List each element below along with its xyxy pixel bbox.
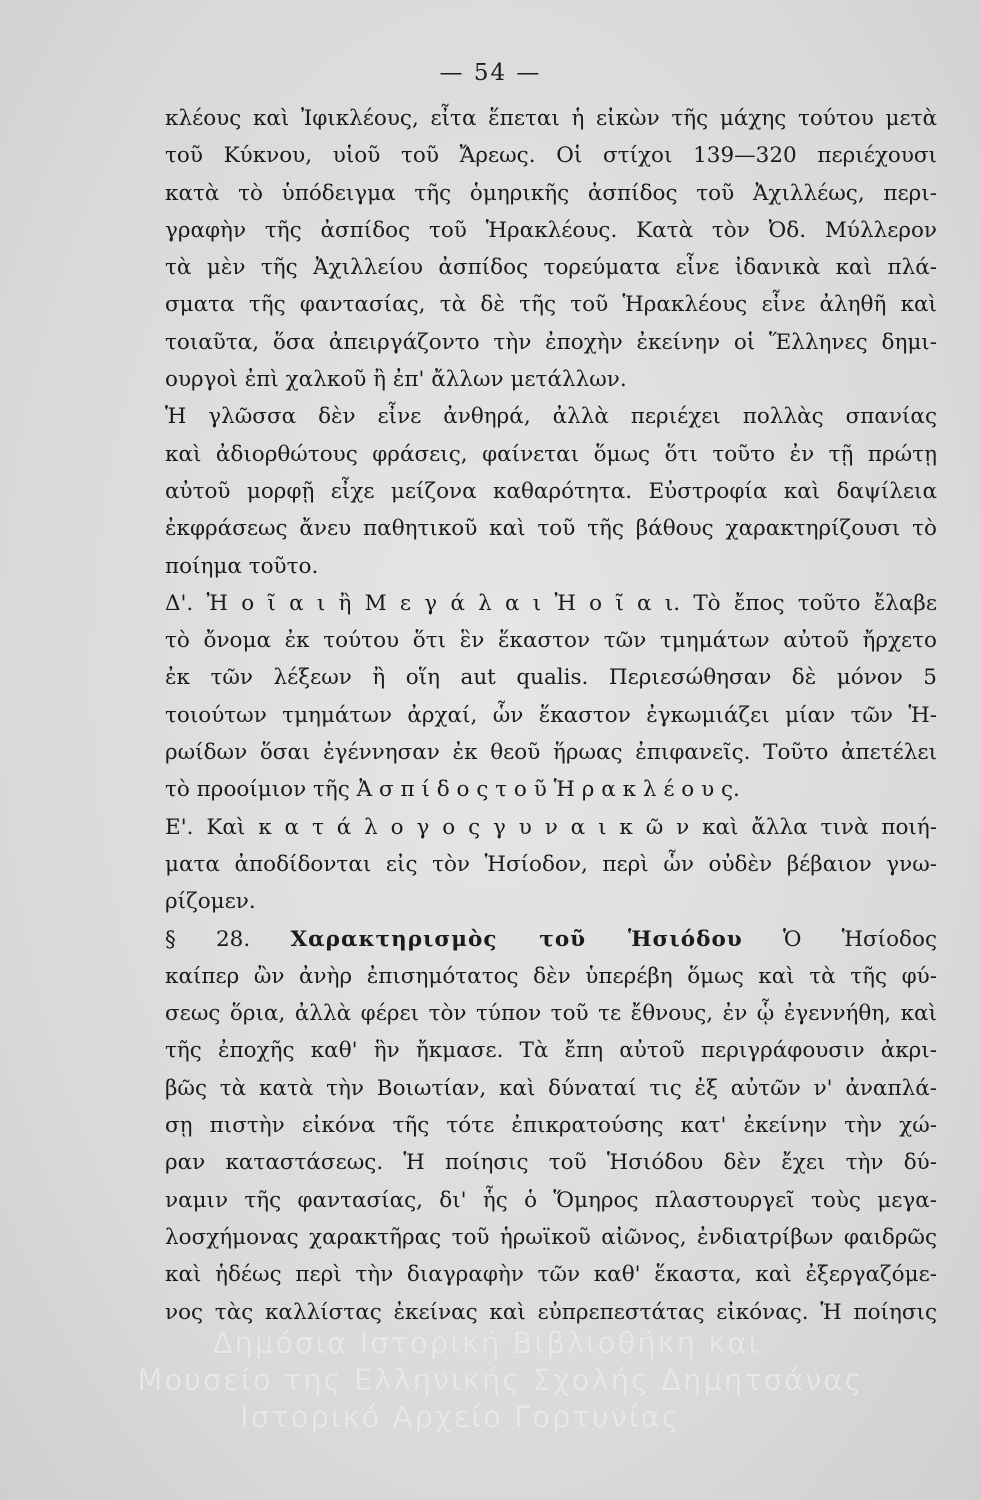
- text-line: ναμιν τῆς φαντασίας, δι' ἧς ὁ Ὅμηρος πλαστουργεῖ τοὺς μεγα-: [165, 1187, 937, 1213]
- text-line: κλέους καὶ Ἰφικλέους, εἶτα ἕπεται ἡ εἰκὼν τῆς μάχης τούτου μετὰ: [165, 106, 937, 131]
- text-line: σῃ πιστὴν εἰκόνα τῆς τότε ἐπικρατούσης κατ' ἐκείνην τὴν χώ-: [165, 1113, 937, 1139]
- section-title: Χαρακτηρισμὸς τοῦ Ἡσιόδου: [290, 926, 743, 952]
- text-line: ραν καταστάσεως. Ἡ ποίησις τοῦ Ἡσιόδου δὲν ἔχει τὴν δύ-: [165, 1150, 937, 1176]
- text-line: σεως ὅρια, ἀλλὰ φέρει τὸν τύπον τοῦ τε ἔθνους, ἐν ᾧ ἐγεννήθη, καὶ: [165, 1001, 937, 1027]
- text-line: νος τὰς καλλίστας ἐκείνας καὶ εὐπρεπεστάτας εἰκόνας. Ἡ ποίησις: [165, 1299, 937, 1325]
- text-line: Ἡ γλῶσσα δὲν εἶνε ἀνθηρά, ἀλλὰ περιέχει πολλὰς σπανίας: [165, 404, 937, 430]
- section-heading-line: [165, 921, 937, 958]
- watermark-line: Μουσείο της Ελληνικής Σχολής Δημητσάνας: [137, 1363, 864, 1397]
- text-line: ρωίδων ὅσαι ἐγέννησαν ἐκ θεοῦ ἥρωας ἐπιφανεῖς. Τοῦτο ἀπετέλει: [165, 740, 937, 766]
- body-text: [165, 100, 937, 1331]
- text-line: τοιαῦτα, ὅσα ἀπειργάζοντο τὴν ἐποχὴν ἐκείνην οἱ Ἕλληνες δημι-: [165, 329, 937, 355]
- text-line: σματα τῆς φαντασίας, τὰ δὲ τῆς τοῦ Ἡρακλέους εἶνε ἀληθῆ καὶ: [165, 292, 937, 318]
- text-line: βῶς τὰ κατὰ τὴν Βοιωτίαν, καὶ δύναταί τις ἐξ αὐτῶν ν' ἀναπλά-: [165, 1075, 937, 1101]
- text-line: τοιούτων τμημάτων ἀρχαί, ὧν ἕκαστον ἐγκωμιάζει μίαν τῶν Ἡ-: [165, 702, 937, 728]
- section-number: § 28.: [165, 926, 251, 952]
- text-line: ματα ἀποδίδονται εἰς τὸν Ἡσίοδον, περὶ ὧν οὐδὲν βέβαιον γνω-: [165, 851, 937, 877]
- text-line: ρίζομεν.: [165, 889, 256, 915]
- page-number: — 54 —: [439, 60, 542, 86]
- text-line: τοῦ Κύκνου, υἱοῦ τοῦ Ἄρεως. Οἱ στίχοι 139—320 περιέχουσι: [165, 143, 937, 169]
- watermark-line: Ιστορικό Αρχείο Γορτυνίας: [240, 1400, 681, 1434]
- text-line: καὶ ἀδιορθώτους φράσεις, φαίνεται ὅμως ὅτι τοῦτο ἐν τῇ πρώτῃ: [165, 441, 937, 467]
- text-line: τῆς ἐποχῆς καθ' ἣν ἤκμασε. Τὰ ἔπη αὐτοῦ περιγράφουσιν ἀκρι-: [165, 1038, 937, 1064]
- text-line: γραφὴν τῆς ἀσπίδος τοῦ Ἡρακλέους. Κατὰ τὸν Ὀδ. Μύλλερον: [165, 217, 937, 243]
- text-line: τὸ ὄνομα ἐκ τούτου ὅτι ἓν ἕκαστον τῶν τμημάτων αὐτοῦ ἤρχετο: [165, 628, 937, 654]
- section-heading-text: Ὁ Ἡσίοδος: [782, 926, 937, 952]
- text-line: τὸ προοίμιον τῆς Ἀ σ π ί δ ο ς τ ο ῦ Ἡ ρ α κ λ έ ο υ ς.: [165, 777, 740, 803]
- text-line: καὶ ἡδέως περὶ τὴν διαγραφὴν τῶν καθ' ἕκαστα, καὶ ἐξεργαζόμε-: [165, 1262, 937, 1288]
- text-line: ἐκφράσεως ἄνευ παθητικοῦ καὶ τοῦ τῆς βάθους χαρακτηρίζουσι τὸ: [165, 516, 937, 542]
- text-line: Ε'. Καὶ κ α τ ά λ ο γ ο ς γ υ ν α ι κ ῶ ν καὶ ἄλλα τινὰ ποιή-: [165, 814, 937, 840]
- text-line: ουργοὶ ἐπὶ χαλκοῦ ἢ ἐπ' ἄλλων μετάλλων.: [165, 367, 627, 393]
- text-line: Δ'. Ἠ ο ῖ α ι ἢ Μ ε γ ά λ α ι Ἠ ο ῖ α ι. Τὸ ἔπος τοῦτο ἔλαβε: [165, 590, 937, 616]
- text-line: ποίημα τοῦτο.: [165, 553, 319, 579]
- text-line: ἐκ τῶν λέξεων ἢ οἵη aut qualis. Περιεσώθησαν δὲ μόνον 5: [165, 665, 937, 691]
- text-line: τὰ μὲν τῆς Ἀχιλλείου ἀσπίδος τορεύματα εἶνε ἰδανικὰ καὶ πλά-: [165, 255, 937, 281]
- text-line: καίπερ ὢν ἀνὴρ ἐπισημότατος δὲν ὑπερέβη ὅμως καὶ τὰ τῆς φύ-: [165, 963, 937, 989]
- text-line: λοσχήμονας χαρακτῆρας τοῦ ἡρωϊκοῦ αἰῶνος, ἐνδιατρίβων φαιδρῶς: [165, 1224, 937, 1250]
- text-line: αὐτοῦ μορφῇ εἶχε μείζονα καθαρότητα. Εὐστροφία καὶ δαψίλεια: [165, 478, 937, 504]
- text-line: κατὰ τὸ ὑπόδειγμα τῆς ὁμηρικῆς ἀσπίδος τοῦ Ἀχιλλέως, περι-: [165, 180, 937, 206]
- watermark-line: Δημόσια Ιστορική Βιβλιοθήκη και: [212, 1326, 761, 1360]
